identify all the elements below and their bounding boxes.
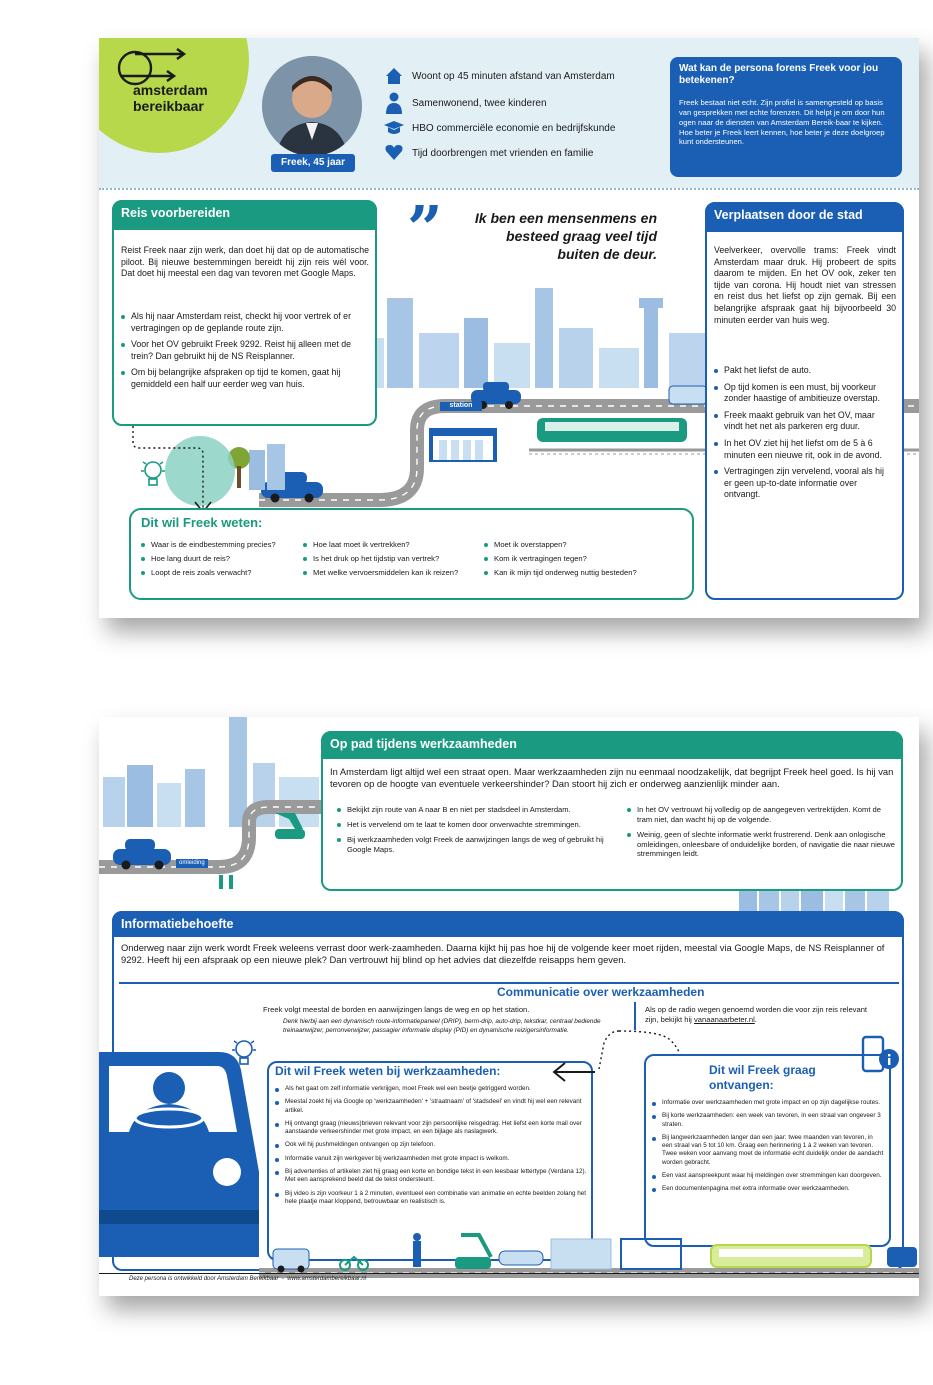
weten-werk-bullet: Hij ontvangt graag (nieuws)brieven relevant voor zijn persoonlijke reisgedrag. Het liefst een korte mail over aanstaande verkeershinder met grote impact, en een bijlage als naslagwerk. bbox=[275, 1120, 587, 1137]
avatar-person-icon bbox=[262, 56, 362, 156]
verplaatsen-bullet: Pakt het liefst de auto. bbox=[714, 365, 894, 377]
omleiding-sign: omleiding bbox=[176, 859, 208, 868]
verplaatsen-bullet: Vertragingen zijn vervelend, vooral als hij er geen up-to-date informatie over ontvangt. bbox=[714, 466, 894, 501]
reis-bullets bbox=[121, 311, 371, 396]
station-sign: station bbox=[440, 402, 482, 411]
fact-education: HBO commerciële economie en bedrijfskunde bbox=[412, 123, 616, 134]
ontvangen-bullet: Een documentenpagina met extra informatie over werkzaamheden. bbox=[652, 1185, 884, 1193]
footer-text bbox=[129, 1276, 366, 1283]
weten-question: Kom ik vertragingen tegen? bbox=[484, 554, 684, 563]
reis-bullet: Voor het OV gebruikt Freek 9292. Reist hij alleen met de trein? Dan gebruikt hij de NS Reisplanner. bbox=[121, 339, 371, 362]
communicatie-right-end: . bbox=[754, 1015, 757, 1025]
weten-question: Moet ik overstappen? bbox=[484, 540, 684, 549]
person-icon bbox=[385, 92, 403, 114]
op-pad-bullet: Het is vervelend om te laat te komen door onverwachte stremmingen. bbox=[337, 820, 607, 830]
verplaatsen-bullet: Freek maakt gebruik van het OV, maar vindt het net als parkeren erg duur. bbox=[714, 410, 894, 433]
reis-bullet: Als hij naar Amsterdam reist, checkt hij voor vertrek of er vertragingen op de geplande route zijn. bbox=[121, 311, 371, 334]
house-icon bbox=[384, 66, 404, 86]
op-pad-intro: In Amsterdam ligt altijd wel een straat open. Maar werkzaamheden zijn nu eenmaal noodzakelijk, dat begrijpt Freek heel goed. Is hij van tevoren op de hoogte van eventuele verkeershinder? Dan stoort hij zich er onderweg aanzienlijk minder aan. bbox=[330, 766, 894, 790]
skyline-left-illustration bbox=[99, 717, 329, 902]
op-pad-col1 bbox=[337, 805, 607, 859]
ontvangen-bullets bbox=[652, 1099, 884, 1199]
weten-werk-title: Dit wil Freek weten bij werkzaamheden: bbox=[275, 1064, 501, 1078]
weten-question: Is het druk op het tijdstip van vertrek? bbox=[303, 554, 483, 563]
reis-panel-title: Reis voorbereiden bbox=[112, 200, 377, 230]
footer-rule bbox=[99, 1273, 919, 1274]
verplaatsen-bullets bbox=[714, 365, 894, 506]
footer-url-link[interactable]: www.amsterdambereikbaar.nl bbox=[287, 1276, 367, 1282]
weten-question: Waar is de eindbestemming precies? bbox=[141, 540, 311, 549]
verplaatsen-bullet: In het OV ziet hij het liefst om de 5 à 6 minuten een nieuwe rit, ook in de avond. bbox=[714, 438, 894, 461]
persona-quote: Ik ben een mensenmens en besteed graag veel tijd buiten de deur. bbox=[474, 210, 657, 262]
weten-question: Met welke vervoersmiddelen kan ik reizen? bbox=[303, 568, 483, 577]
weten-werk-bullet: Meestal zoekt hij via Google op 'werkzaamheden' + 'straatnaam' of 'stadsdeel' en vindt hij wel een relevant artikel. bbox=[275, 1098, 587, 1115]
graduation-cap-icon bbox=[383, 120, 405, 136]
info-panel-title: Informatiebehoefte bbox=[112, 911, 904, 937]
verplaatsen-bullet: Op tijd komen is een must, bij voorkeur zonder haastige of ambitieuze overstap. bbox=[714, 382, 894, 405]
phone-info-icon bbox=[861, 1035, 901, 1075]
ontvangen-bullet: Een vast aanspreekpunt waar hij meldingen over stremmingen kan doorgeven. bbox=[652, 1172, 884, 1180]
header-divider bbox=[99, 188, 919, 190]
ontvangen-bullet: Bij korte werkzaamheden: een week van tevoren, in een straal van ongeveer 3 straten. bbox=[652, 1112, 884, 1129]
weten-werk-bullet: Ook wil hij pushmeldingen ontvangen op zijn telefoon. bbox=[275, 1141, 587, 1149]
vanaanaarbeter-link[interactable]: vanaanaarbeter.nl bbox=[693, 1015, 755, 1025]
persona-name-badge: Freek, 45 jaar bbox=[271, 154, 355, 172]
logo-mark-icon bbox=[113, 46, 193, 86]
footer-credit: Deze persona is ontwikkeld door Amsterdam Bereikbaar bbox=[129, 1276, 279, 1282]
persona-page-1 bbox=[99, 38, 919, 618]
weten-werk-bullet: Bij advertenties of artikelen ziet hij graag een korte en bondige tekst in een leesbaar lettertype (Verdana 12). Met een aansprekend beeld dat de tekst ondersteunt. bbox=[275, 1168, 587, 1185]
weten-col2 bbox=[303, 540, 483, 582]
reis-intro: Reist Freek naar zijn werk, dan doet hij dat op de automatische piloot. Bij nieuwe bestemmingen bereidt hij zijn reis wél voor. Dat doet hij meestal een dag van tevoren met Google Maps. bbox=[121, 245, 369, 279]
communicatie-vline bbox=[634, 1002, 636, 1030]
communicatie-title: Communicatie over werkzaamheden bbox=[497, 985, 705, 999]
reis-bullet: Om bij belangrijke afspraken op tijd te komen, gaat hij gemiddeld een half uur eerder weg van huis. bbox=[121, 367, 371, 390]
weten-col3 bbox=[484, 540, 684, 582]
communicatie-left-italic: Denk hierbij aan een dynamisch route-informatiepaneel (DRIP), berm-drip, auto-drip, tekstkar, centraal bediende treinaanwijzer, perronverwijzer, passagier informatie display (PID) en dynamische reizigersinformatie. bbox=[283, 1018, 601, 1034]
verplaatsen-intro: Veelverkeer, overvolle trams: Freek vindt Amsterdam maar druk. Hij probeert de spits daarom te mijden. En het OV ook, zeker ten tijde van corona. Hij houdt niet van stressen en reist dus het liefst op zijn gemak. Bij een belangrijke afspraak gaat hij bijvoorbeeld 30 minuten eerder van huis weg. bbox=[714, 245, 896, 325]
weten-question: Hoe lang duurt de reis? bbox=[141, 554, 311, 563]
weten-werk-bullets bbox=[275, 1085, 587, 1211]
brand-line1: amsterdam bbox=[133, 82, 208, 98]
op-pad-bullet: In het OV vertrouwt hij volledig op de aangegeven vertrektijden. Komt de tram niet, dan wacht hij op de volgende. bbox=[627, 805, 897, 825]
avatar bbox=[262, 56, 362, 156]
fact-household: Samenwonend, twee kinderen bbox=[412, 98, 547, 109]
ontvangen-title: Dit wil Freek graag ontvangen: bbox=[709, 1063, 816, 1092]
op-pad-bullet: Bekijkt zijn route van A naar B en niet per stadsdeel in Amsterdam. bbox=[337, 805, 607, 815]
communicatie-left: Freek volgt meestal de borden en aanwijzingen langs de weg en op het station. bbox=[263, 1005, 530, 1014]
weten-werk-bullet: Informatie vanuit zijn werkgever bij werkzaamheden met grote impact is welkom. bbox=[275, 1155, 587, 1163]
weten-question: Loopt de reis zoals verwacht? bbox=[141, 568, 311, 577]
communicatie-divider bbox=[119, 982, 899, 984]
op-pad-bullet: Bij werkzaamheden volgt Freek de aanwijzingen langs de weg of gebruikt hij Google Maps. bbox=[337, 835, 607, 855]
footer-sep: - bbox=[281, 1276, 284, 1282]
fact-home: Woont op 45 minuten afstand van Amsterdam bbox=[412, 71, 615, 82]
communicatie-right-text: Als op de radio wegen genoemd worden die voor zijn reis relevant zijn, bekijkt hij bbox=[645, 1005, 868, 1025]
heart-icon bbox=[385, 144, 403, 160]
light-bulb-icon bbox=[232, 1037, 256, 1069]
weten-title: Dit wil Freek weten: bbox=[141, 515, 263, 530]
op-pad-bullet: Weinig, geen of slechte informatie werkt frustrerend. Denk aan onlogische omleidingen, onleesbare of onduidelijke borden, of navigatie die naar nieuwe stremmingen leidt. bbox=[627, 830, 897, 860]
fact-hobby: Tijd doorbrengen met vrienden en familie bbox=[412, 148, 594, 159]
weten-col1 bbox=[141, 540, 311, 582]
dotted-connector-1 bbox=[131, 426, 211, 516]
ontvangen-bullet: Informatie over werkzaamheden met grote impact en op zijn dagelijkse routes. bbox=[652, 1099, 884, 1107]
weten-question: Hoe laat moet ik vertrekken? bbox=[303, 540, 483, 549]
quote-mark-icon: ” bbox=[407, 192, 443, 265]
brand-line2: bereikbaar bbox=[133, 98, 204, 114]
arrow-left-icon bbox=[551, 1061, 597, 1083]
op-pad-title: Op pad tijdens werkzaamheden bbox=[321, 731, 903, 759]
ontvangen-bullet: Bij langwerkzaamheden langer dan een jaar: twee maanden van tevoren, in een straal van 5 tot 10 km. Graag een herinnering 1 à 2 weken van tevoren. Twee weken voor aanvang moet de informatie echt duidelijk onder de aandacht worden gebracht. bbox=[652, 1134, 884, 1167]
weten-werk-bullet: Als het gaat om zelf informatie verkrijgen, moet Freek wel een beetje getriggerd worden. bbox=[275, 1085, 587, 1093]
verplaatsen-panel-title: Verplaatsen door de stad bbox=[705, 202, 904, 232]
weten-werk-bullet: Bij video is zijn voorkeur 1 à 2 minuten, eventueel een combinatie van animatie en echte beelden zolang het hele plaatje maar kloppend, betrouwbaar en realistisch is. bbox=[275, 1190, 587, 1207]
info-box-title: Wat kan de persona forens Freek voor jou betekenen? bbox=[679, 63, 879, 87]
op-pad-col2 bbox=[627, 805, 897, 864]
info-panel-body: Onderweg naar zijn werk wordt Freek weleens verrast door werk-zaamheden. Daarna kijkt hij pas hoe hij de volgende keer moet rijden, meestal via Google Maps, de NS Reisplanner of 9292. Heeft hij een afspraak op een nieuwe plek? Dan vertrouwt hij blind op het advies dat diezelfde reisapps hem geven. bbox=[121, 942, 885, 966]
weten-question: Kan ik mijn tijd onderweg nuttig besteden? bbox=[484, 568, 684, 577]
communicatie-right bbox=[645, 1005, 875, 1026]
info-box-body: Freek bestaat niet echt. Zijn profiel is samengesteld op basis van gesprekken met echte forenzen. Dit helpt je om door hun ogen naar de diensten van Amsterdam Bereik-baar te kijken. Hoe beter je Freek leert kennen, hoe beter je deze doelgroep kunt ondersteunen. bbox=[679, 98, 885, 147]
persona-page-2 bbox=[99, 717, 919, 1296]
